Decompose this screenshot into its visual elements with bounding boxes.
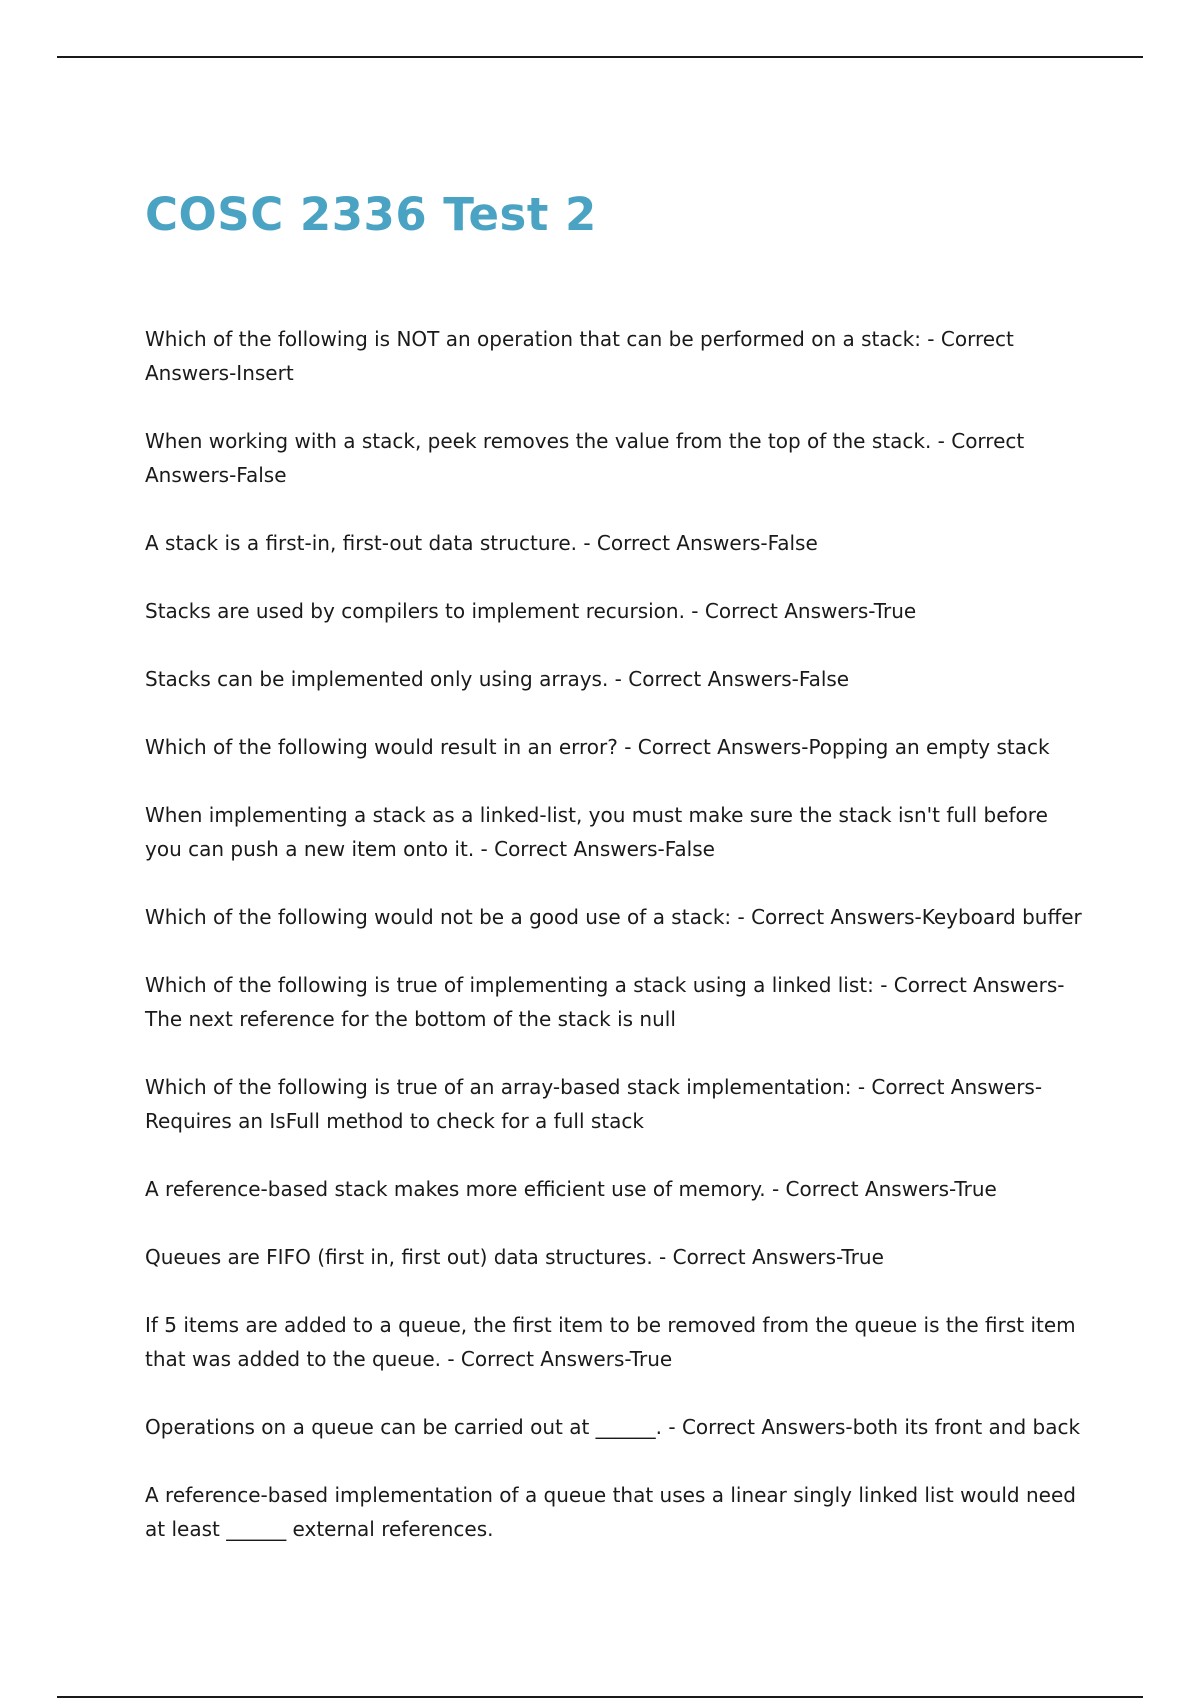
top-rule (57, 56, 1143, 58)
qa-item-6: Which of the following would result in an error? - Correct Answers-Popping an empty stack (145, 735, 1050, 759)
qa-item-4: Stacks are used by compilers to implement recursion. - Correct Answers-True (145, 599, 917, 623)
qa-list (145, 322, 1090, 1580)
document-title: COSC 2336 Test 2 (145, 188, 597, 241)
qa-item-1: Which of the following is NOT an operation that can be performed on a stack: - Correct Answers-Insert (145, 327, 1014, 385)
qa-item-10: Which of the following is true of an array-based stack implementation: - Correct Answers-Requires an IsFull method to check for a full stack (145, 1075, 1043, 1133)
qa-item-15: A reference-based implementation of a queue that uses a linear singly linked list would need at least ______ external references. (145, 1483, 1076, 1541)
qa-item-5: Stacks can be implemented only using arrays. - Correct Answers-False (145, 667, 850, 691)
qa-item-13: If 5 items are added to a queue, the first item to be removed from the queue is the first item that was added to the queue. - Correct Answers-True (145, 1313, 1076, 1371)
qa-item-7: When implementing a stack as a linked-list, you must make sure the stack isn't full before you can push a new item onto it. - Correct Answers-False (145, 803, 1048, 861)
qa-item-9: Which of the following is true of implementing a stack using a linked list: - Correct Answers-The next reference for the bottom of the stack is null (145, 973, 1065, 1031)
qa-item-11: A reference-based stack makes more efficient use of memory. - Correct Answers-True (145, 1177, 997, 1201)
qa-item-12: Queues are FIFO (first in, first out) data structures. - Correct Answers-True (145, 1245, 884, 1269)
qa-item-14: Operations on a queue can be carried out at ______. - Correct Answers-both its front and back (145, 1415, 1081, 1439)
qa-item-8: Which of the following would not be a good use of a stack: - Correct Answers-Keyboard buffer (145, 905, 1082, 929)
qa-item-3: A stack is a first-in, first-out data structure. - Correct Answers-False (145, 531, 818, 555)
qa-item-2: When working with a stack, peek removes the value from the top of the stack. - Correct Answers-False (145, 429, 1025, 487)
bottom-rule (57, 1696, 1143, 1698)
